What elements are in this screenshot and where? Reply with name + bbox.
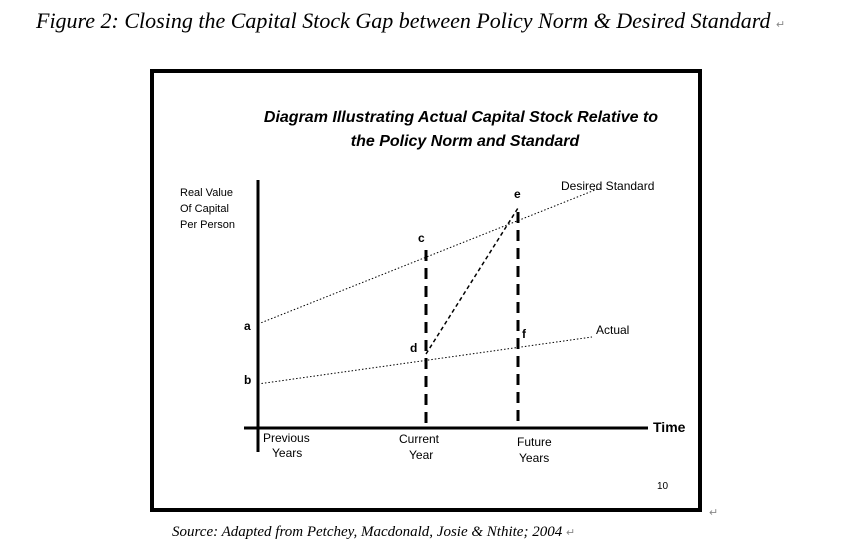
paragraph-mark: ↵ [775,19,786,31]
tick-previous-line-2: Years [272,446,303,460]
tick-future-line-2: Years [519,451,550,465]
y-axis-label-line-1: Real Value [180,187,233,199]
y-axis-label-line-3: Per Person [180,219,236,231]
y-axis-label-line-2: Of Capital [180,203,229,215]
slide-number: 10 [657,481,669,492]
catch-up-path-line [426,208,518,354]
source-caption [172,524,575,541]
point-a-label: a [244,319,251,333]
tick-current-line-1: Current [399,432,440,446]
paragraph-mark-right: ↵ [709,507,719,519]
x-axis-label: Time [653,419,686,435]
desired-standard-line [258,188,600,324]
actual-label: Actual [596,323,630,337]
diagram-title-line-2: the Policy Norm and Standard [350,133,580,150]
point-f-label: f [522,327,526,341]
diagram-title-line-1: Diagram Illustrating Actual Capital Stock Relative to [263,109,659,126]
tick-previous-line-1: Previous [263,431,310,445]
point-c-label: c [418,231,425,245]
point-b-label: b [244,373,252,387]
paragraph-mark-source: ↵ [565,527,576,539]
desired-standard-label: Desired Standard [561,179,655,193]
tick-current-line-2: Year [409,448,434,462]
source-text: Source: Adapted from Petchey, Macdonald, Josie & Nthite; 2004 [172,524,563,540]
point-e-label: e [514,187,521,201]
figure-title-text: Figure 2: Closing the Capital Stock Gap between Policy Norm & Desired Standard [36,8,771,33]
tick-future-line-1: Future [517,435,552,449]
point-d-label: d [410,341,418,355]
